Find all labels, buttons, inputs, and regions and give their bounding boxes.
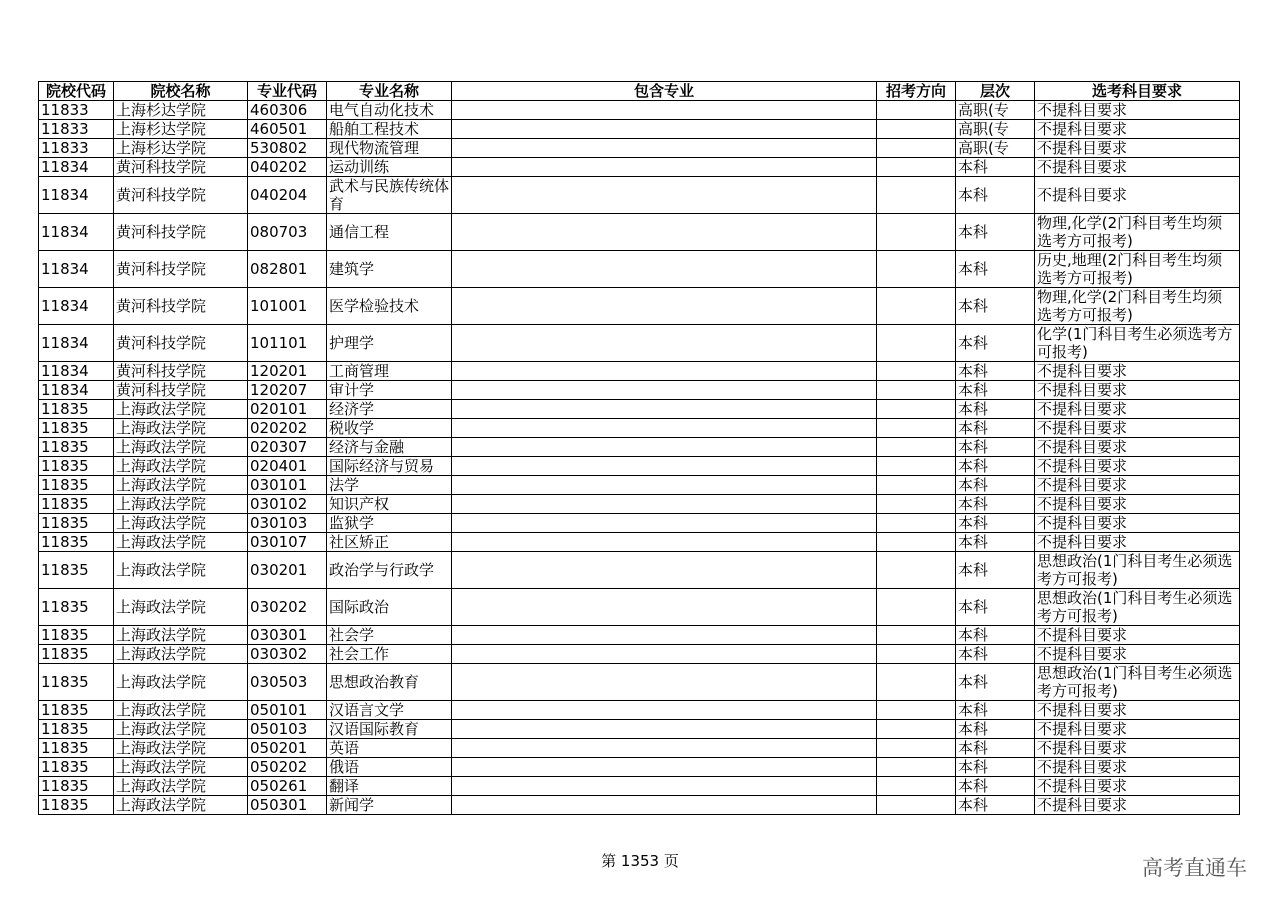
cell-school-name: 黄河科技学院: [114, 214, 248, 251]
column-header-subject-requirement: 选考科目要求: [1035, 82, 1240, 101]
cell-major-name: 电气自动化技术: [327, 101, 452, 120]
cell-included-majors: [452, 720, 877, 739]
cell-major-code: 030503: [248, 664, 327, 701]
column-header-major-code: 专业代码: [248, 82, 327, 101]
table-row: [39, 325, 1240, 362]
watermark-text: 高考直通车: [1142, 856, 1247, 880]
cell-major-name: 社会工作: [327, 645, 452, 664]
cell-subject-requirement: 思想政治(1门科目考生必须选考方可报考): [1035, 664, 1240, 701]
cell-major-name: 护理学: [327, 325, 452, 362]
table-row: [39, 438, 1240, 457]
cell-school-name: 上海政法学院: [114, 720, 248, 739]
cell-major-name: 税收学: [327, 419, 452, 438]
cell-level: 本科: [956, 514, 1035, 533]
cell-school-name: 上海政法学院: [114, 796, 248, 815]
cell-major-name: 建筑学: [327, 251, 452, 288]
cell-school-name: 黄河科技学院: [114, 251, 248, 288]
cell-school-code: 11835: [39, 720, 114, 739]
cell-included-majors: [452, 796, 877, 815]
cell-major-code: 120207: [248, 381, 327, 400]
cell-direction: [877, 796, 956, 815]
cell-direction: [877, 400, 956, 419]
cell-school-code: 11835: [39, 400, 114, 419]
table-row: [39, 177, 1240, 214]
cell-level: 本科: [956, 400, 1035, 419]
cell-school-code: 11835: [39, 758, 114, 777]
cell-school-name: 上海政法学院: [114, 457, 248, 476]
column-header-school-name: 院校名称: [114, 82, 248, 101]
cell-major-code: 030101: [248, 476, 327, 495]
cell-major-name: 思想政治教育: [327, 664, 452, 701]
table-row: [39, 158, 1240, 177]
column-header-major-name: 专业名称: [327, 82, 452, 101]
cell-major-name: 船舶工程技术: [327, 120, 452, 139]
cell-major-code: 030302: [248, 645, 327, 664]
cell-major-code: 020401: [248, 457, 327, 476]
cell-direction: [877, 158, 956, 177]
cell-subject-requirement: 不提科目要求: [1035, 101, 1240, 120]
cell-major-name: 俄语: [327, 758, 452, 777]
cell-included-majors: [452, 645, 877, 664]
cell-school-code: 11834: [39, 158, 114, 177]
cell-level: 本科: [956, 664, 1035, 701]
cell-school-name: 上海杉达学院: [114, 120, 248, 139]
cell-major-name: 监狱学: [327, 514, 452, 533]
table-row: [39, 645, 1240, 664]
cell-major-code: 082801: [248, 251, 327, 288]
cell-subject-requirement: 不提科目要求: [1035, 362, 1240, 381]
table-body: [39, 101, 1240, 815]
cell-school-name: 上海政法学院: [114, 514, 248, 533]
cell-school-code: 11835: [39, 533, 114, 552]
cell-level: 本科: [956, 288, 1035, 325]
cell-school-name: 黄河科技学院: [114, 177, 248, 214]
table-row: [39, 739, 1240, 758]
column-header-direction: 招考方向: [877, 82, 956, 101]
cell-school-name: 上海政法学院: [114, 438, 248, 457]
cell-subject-requirement: 不提科目要求: [1035, 476, 1240, 495]
cell-school-code: 11835: [39, 777, 114, 796]
cell-major-code: 030107: [248, 533, 327, 552]
cell-direction: [877, 645, 956, 664]
cell-included-majors: [452, 214, 877, 251]
cell-direction: [877, 251, 956, 288]
cell-level: 本科: [956, 158, 1035, 177]
cell-included-majors: [452, 758, 877, 777]
cell-direction: [877, 457, 956, 476]
cell-direction: [877, 701, 956, 720]
cell-included-majors: [452, 177, 877, 214]
cell-major-code: 020202: [248, 419, 327, 438]
cell-major-code: 040204: [248, 177, 327, 214]
cell-school-code: 11835: [39, 739, 114, 758]
cell-school-name: 上海杉达学院: [114, 139, 248, 158]
cell-major-name: 经济与金融: [327, 438, 452, 457]
cell-level: 本科: [956, 214, 1035, 251]
cell-major-name: 经济学: [327, 400, 452, 419]
cell-school-name: 上海政法学院: [114, 476, 248, 495]
table-row: [39, 664, 1240, 701]
cell-major-code: 050201: [248, 739, 327, 758]
cell-direction: [877, 419, 956, 438]
page-number: 第 1353 页: [601, 852, 679, 870]
cell-subject-requirement: 思想政治(1门科目考生必须选考方可报考): [1035, 589, 1240, 626]
cell-major-name: 现代物流管理: [327, 139, 452, 158]
cell-subject-requirement: 历史,地理(2门科目考生均须选考方可报考): [1035, 251, 1240, 288]
cell-school-code: 11835: [39, 645, 114, 664]
table-row: [39, 214, 1240, 251]
cell-direction: [877, 120, 956, 139]
cell-school-code: 11834: [39, 362, 114, 381]
cell-subject-requirement: 不提科目要求: [1035, 177, 1240, 214]
cell-school-name: 上海杉达学院: [114, 101, 248, 120]
table-row: [39, 120, 1240, 139]
cell-major-code: 050202: [248, 758, 327, 777]
cell-direction: [877, 626, 956, 645]
cell-school-name: 黄河科技学院: [114, 288, 248, 325]
cell-level: 本科: [956, 325, 1035, 362]
cell-included-majors: [452, 419, 877, 438]
table-row: [39, 533, 1240, 552]
cell-school-name: 上海政法学院: [114, 777, 248, 796]
cell-subject-requirement: 不提科目要求: [1035, 645, 1240, 664]
cell-subject-requirement: 不提科目要求: [1035, 758, 1240, 777]
table-row: [39, 362, 1240, 381]
cell-school-name: 黄河科技学院: [114, 381, 248, 400]
cell-school-code: 11834: [39, 214, 114, 251]
cell-direction: [877, 664, 956, 701]
cell-level: 本科: [956, 626, 1035, 645]
cell-major-name: 国际政治: [327, 589, 452, 626]
cell-direction: [877, 495, 956, 514]
cell-subject-requirement: 不提科目要求: [1035, 419, 1240, 438]
table-row: [39, 495, 1240, 514]
cell-subject-requirement: 不提科目要求: [1035, 400, 1240, 419]
cell-direction: [877, 476, 956, 495]
cell-level: 本科: [956, 701, 1035, 720]
cell-major-name: 英语: [327, 739, 452, 758]
cell-major-name: 翻译: [327, 777, 452, 796]
cell-school-code: 11833: [39, 101, 114, 120]
cell-major-name: 汉语国际教育: [327, 720, 452, 739]
cell-school-code: 11834: [39, 288, 114, 325]
cell-school-name: 上海政法学院: [114, 758, 248, 777]
cell-major-code: 050101: [248, 701, 327, 720]
cell-school-name: 上海政法学院: [114, 664, 248, 701]
cell-major-code: 050301: [248, 796, 327, 815]
cell-subject-requirement: 物理,化学(2门科目考生均须选考方可报考): [1035, 214, 1240, 251]
column-header-included-majors: 包含专业: [452, 82, 877, 101]
cell-major-code: 030102: [248, 495, 327, 514]
column-header-school-code: 院校代码: [39, 82, 114, 101]
cell-direction: [877, 214, 956, 251]
column-header-level: 层次: [956, 82, 1035, 101]
cell-subject-requirement: 化学(1门科目考生必须选考方可报考): [1035, 325, 1240, 362]
table-row: [39, 288, 1240, 325]
cell-level: 本科: [956, 589, 1035, 626]
cell-school-code: 11835: [39, 552, 114, 589]
cell-school-name: 上海政法学院: [114, 495, 248, 514]
cell-school-code: 11834: [39, 251, 114, 288]
cell-included-majors: [452, 158, 877, 177]
cell-direction: [877, 589, 956, 626]
cell-school-name: 上海政法学院: [114, 739, 248, 758]
cell-school-name: 上海政法学院: [114, 589, 248, 626]
cell-level: 本科: [956, 758, 1035, 777]
cell-level: 本科: [956, 381, 1035, 400]
cell-subject-requirement: 思想政治(1门科目考生必须选考方可报考): [1035, 552, 1240, 589]
cell-included-majors: [452, 626, 877, 645]
cell-major-code: 120201: [248, 362, 327, 381]
cell-school-name: 黄河科技学院: [114, 158, 248, 177]
cell-included-majors: [452, 664, 877, 701]
cell-included-majors: [452, 777, 877, 796]
cell-level: 本科: [956, 362, 1035, 381]
cell-direction: [877, 533, 956, 552]
cell-major-code: 030202: [248, 589, 327, 626]
cell-major-code: 040202: [248, 158, 327, 177]
cell-subject-requirement: 不提科目要求: [1035, 438, 1240, 457]
cell-level: 本科: [956, 419, 1035, 438]
cell-major-name: 社会学: [327, 626, 452, 645]
table-row: [39, 626, 1240, 645]
cell-included-majors: [452, 288, 877, 325]
cell-subject-requirement: 不提科目要求: [1035, 701, 1240, 720]
cell-school-name: 上海政法学院: [114, 552, 248, 589]
cell-school-code: 11833: [39, 139, 114, 158]
cell-direction: [877, 758, 956, 777]
cell-level: 本科: [956, 720, 1035, 739]
cell-included-majors: [452, 589, 877, 626]
cell-school-code: 11835: [39, 438, 114, 457]
cell-level: 本科: [956, 533, 1035, 552]
cell-school-code: 11834: [39, 325, 114, 362]
cell-included-majors: [452, 101, 877, 120]
cell-major-code: 530802: [248, 139, 327, 158]
cell-major-code: 460501: [248, 120, 327, 139]
cell-direction: [877, 777, 956, 796]
cell-subject-requirement: 不提科目要求: [1035, 139, 1240, 158]
cell-school-code: 11834: [39, 381, 114, 400]
cell-included-majors: [452, 438, 877, 457]
cell-included-majors: [452, 362, 877, 381]
cell-major-name: 新闻学: [327, 796, 452, 815]
cell-school-code: 11833: [39, 120, 114, 139]
cell-major-code: 101001: [248, 288, 327, 325]
cell-major-code: 080703: [248, 214, 327, 251]
table-row: [39, 720, 1240, 739]
cell-school-code: 11835: [39, 664, 114, 701]
cell-subject-requirement: 不提科目要求: [1035, 777, 1240, 796]
cell-subject-requirement: 物理,化学(2门科目考生均须选考方可报考): [1035, 288, 1240, 325]
cell-direction: [877, 101, 956, 120]
cell-school-code: 11835: [39, 796, 114, 815]
cell-included-majors: [452, 120, 877, 139]
cell-major-code: 020307: [248, 438, 327, 457]
cell-major-name: 通信工程: [327, 214, 452, 251]
cell-school-code: 11835: [39, 514, 114, 533]
table-row: [39, 796, 1240, 815]
cell-major-name: 武术与民族传统体育: [327, 177, 452, 214]
cell-subject-requirement: 不提科目要求: [1035, 495, 1240, 514]
cell-direction: [877, 325, 956, 362]
cell-level: 本科: [956, 251, 1035, 288]
cell-subject-requirement: 不提科目要求: [1035, 796, 1240, 815]
cell-level: 本科: [956, 476, 1035, 495]
cell-subject-requirement: 不提科目要求: [1035, 457, 1240, 476]
cell-level: 本科: [956, 438, 1035, 457]
cell-major-code: 030301: [248, 626, 327, 645]
cell-school-code: 11835: [39, 476, 114, 495]
cell-level: 高职(专: [956, 101, 1035, 120]
cell-direction: [877, 288, 956, 325]
cell-school-name: 上海政法学院: [114, 400, 248, 419]
cell-level: 本科: [956, 177, 1035, 214]
cell-school-code: 11835: [39, 419, 114, 438]
cell-direction: [877, 552, 956, 589]
cell-school-name: 黄河科技学院: [114, 325, 248, 362]
cell-included-majors: [452, 739, 877, 758]
cell-major-code: 050103: [248, 720, 327, 739]
cell-included-majors: [452, 495, 877, 514]
cell-school-name: 上海政法学院: [114, 626, 248, 645]
cell-included-majors: [452, 251, 877, 288]
cell-direction: [877, 177, 956, 214]
table-row: [39, 139, 1240, 158]
table-row: [39, 476, 1240, 495]
cell-included-majors: [452, 514, 877, 533]
cell-school-name: 上海政法学院: [114, 533, 248, 552]
table-row: [39, 381, 1240, 400]
cell-direction: [877, 438, 956, 457]
cell-major-name: 运动训练: [327, 158, 452, 177]
cell-school-name: 上海政法学院: [114, 701, 248, 720]
cell-major-name: 社区矫正: [327, 533, 452, 552]
cell-direction: [877, 739, 956, 758]
table-row: [39, 400, 1240, 419]
cell-major-name: 法学: [327, 476, 452, 495]
table-row: [39, 758, 1240, 777]
cell-school-code: 11835: [39, 457, 114, 476]
cell-school-name: 上海政法学院: [114, 419, 248, 438]
cell-major-code: 460306: [248, 101, 327, 120]
cell-school-code: 11835: [39, 701, 114, 720]
cell-subject-requirement: 不提科目要求: [1035, 533, 1240, 552]
cell-direction: [877, 362, 956, 381]
cell-major-name: 知识产权: [327, 495, 452, 514]
table-row: [39, 457, 1240, 476]
cell-level: 高职(专: [956, 139, 1035, 158]
cell-school-code: 11835: [39, 495, 114, 514]
cell-direction: [877, 139, 956, 158]
cell-included-majors: [452, 476, 877, 495]
cell-level: 本科: [956, 739, 1035, 758]
table-row: [39, 101, 1240, 120]
cell-included-majors: [452, 552, 877, 589]
cell-included-majors: [452, 325, 877, 362]
cell-included-majors: [452, 400, 877, 419]
cell-major-name: 政治学与行政学: [327, 552, 452, 589]
cell-included-majors: [452, 701, 877, 720]
cell-included-majors: [452, 381, 877, 400]
enrollment-table: [38, 81, 1240, 815]
cell-subject-requirement: 不提科目要求: [1035, 739, 1240, 758]
cell-level: 本科: [956, 495, 1035, 514]
table-row: [39, 419, 1240, 438]
cell-major-name: 医学检验技术: [327, 288, 452, 325]
cell-school-name: 黄河科技学院: [114, 362, 248, 381]
table-row: [39, 552, 1240, 589]
cell-subject-requirement: 不提科目要求: [1035, 626, 1240, 645]
cell-subject-requirement: 不提科目要求: [1035, 158, 1240, 177]
cell-included-majors: [452, 533, 877, 552]
cell-direction: [877, 720, 956, 739]
cell-subject-requirement: 不提科目要求: [1035, 720, 1240, 739]
cell-level: 本科: [956, 796, 1035, 815]
table-row: [39, 514, 1240, 533]
cell-major-code: 101101: [248, 325, 327, 362]
cell-school-code: 11835: [39, 626, 114, 645]
cell-level: 本科: [956, 645, 1035, 664]
cell-school-code: 11834: [39, 177, 114, 214]
cell-level: 高职(专: [956, 120, 1035, 139]
cell-included-majors: [452, 457, 877, 476]
cell-level: 本科: [956, 777, 1035, 796]
cell-school-name: 上海政法学院: [114, 645, 248, 664]
table-header-row: [39, 82, 1240, 101]
table-row: [39, 777, 1240, 796]
table-row: [39, 251, 1240, 288]
cell-major-code: 050261: [248, 777, 327, 796]
table-row: [39, 701, 1240, 720]
cell-direction: [877, 514, 956, 533]
table-row: [39, 589, 1240, 626]
cell-subject-requirement: 不提科目要求: [1035, 514, 1240, 533]
cell-major-name: 工商管理: [327, 362, 452, 381]
cell-major-code: 030103: [248, 514, 327, 533]
cell-included-majors: [452, 139, 877, 158]
cell-subject-requirement: 不提科目要求: [1035, 381, 1240, 400]
cell-major-name: 汉语言文学: [327, 701, 452, 720]
cell-direction: [877, 381, 956, 400]
cell-major-code: 020101: [248, 400, 327, 419]
cell-school-code: 11835: [39, 589, 114, 626]
cell-level: 本科: [956, 552, 1035, 589]
cell-major-name: 国际经济与贸易: [327, 457, 452, 476]
cell-level: 本科: [956, 457, 1035, 476]
cell-major-code: 030201: [248, 552, 327, 589]
cell-subject-requirement: 不提科目要求: [1035, 120, 1240, 139]
cell-major-name: 审计学: [327, 381, 452, 400]
